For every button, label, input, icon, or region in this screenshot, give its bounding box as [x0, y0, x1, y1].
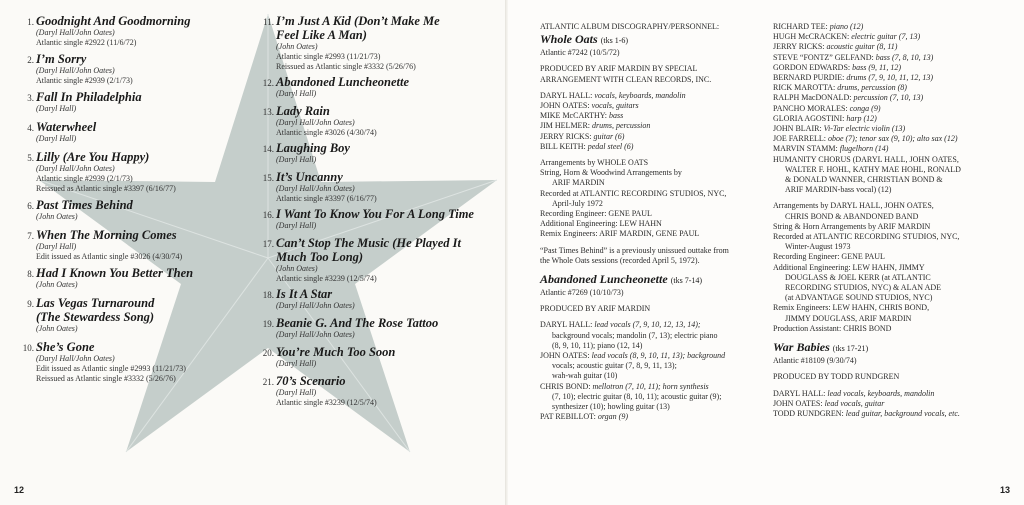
- text-line: DOUGLASS & JOEL KERR (at ATLANTIC: [785, 272, 931, 282]
- text-line: Recorded at ATLANTIC RECORDING STUDIOS, NYC,: [773, 232, 960, 242]
- track-note: Atlantic single #2939 (2/1/73): [36, 76, 133, 85]
- track-entry: [258, 316, 503, 340]
- track-writers: (John Oates): [36, 324, 78, 333]
- track-number: 4.: [27, 123, 34, 133]
- text-line: ARIF MARDIN-bass vocal) (12): [785, 185, 892, 195]
- track-writers: (John Oates): [276, 264, 318, 273]
- credit-name: HUGH McCRACKEN:: [773, 32, 850, 42]
- track-title: Fall In Philadelphia: [36, 90, 142, 104]
- track-entry: [18, 296, 256, 334]
- credit-role: vocals, keyboards, mandolin: [594, 90, 686, 100]
- track-writers: (Daryl Hall/John Oates): [276, 301, 355, 310]
- track-entry: [18, 90, 256, 114]
- credit-line: [773, 83, 1018, 93]
- album-tracks: (tks 1-6): [600, 36, 629, 46]
- credit-role: acoustic guitar (8, 11): [826, 42, 898, 52]
- track-entry: [258, 287, 503, 311]
- credit-name: TODD RUNDGREN:: [773, 408, 844, 418]
- track-writers: (Daryl Hall): [36, 104, 77, 113]
- text-line: background vocals; mandolin (7, 13); electric piano: [552, 330, 718, 340]
- track-title: It’s Uncanny: [276, 170, 343, 184]
- credit-name: RICK MAROTTA:: [773, 83, 836, 93]
- track-entry: [258, 170, 503, 204]
- track-entry: [258, 236, 503, 284]
- track-number: 13.: [262, 107, 274, 117]
- credit-role: harp (12): [846, 113, 877, 123]
- track-number: 11.: [263, 17, 274, 27]
- text-line: vocals; acoustic guitar (7, 8, 9, 11, 13);: [552, 361, 677, 371]
- track-note: Edit issued as Atlantic single #3026 (4/30/74): [36, 252, 183, 261]
- track-title: Is It A Star: [276, 287, 333, 301]
- track-title: Past Times Behind: [36, 198, 133, 212]
- track-title: When The Morning Comes: [36, 228, 177, 242]
- discography-column-right: [773, 22, 1018, 419]
- text-line: Additional Engineering: LEW HAHN, JIMMY: [773, 262, 925, 272]
- track-note: Atlantic single #2922 (11/6/72): [36, 38, 137, 47]
- text-line: Production Assistant: CHRIS BOND: [773, 323, 892, 333]
- credit-role: piano (12): [829, 22, 864, 31]
- credit-name: JOHN OATES:: [540, 101, 590, 111]
- text-line: RECORDING STUDIOS, NYC) & ALAN ADE: [785, 283, 942, 293]
- text-line: Arrangements by WHOLE OATS: [540, 158, 649, 168]
- credit-line: [773, 63, 1018, 73]
- text-line: Recorded at ATLANTIC RECORDING STUDIOS, NYC,: [540, 188, 727, 198]
- text-line: April-July 1972: [552, 198, 603, 208]
- text-line: Recording Engineer: GENE PAUL: [540, 209, 652, 219]
- track-writers: (Daryl Hall): [276, 155, 317, 164]
- track-number: 14.: [262, 144, 274, 154]
- credit-line: [773, 124, 1018, 134]
- text-line: Additional Engineering: LEW HAHN: [540, 219, 662, 229]
- credit-name: DARYL HALL:: [773, 388, 826, 398]
- track-note: Atlantic single #3026 (4/30/74): [276, 128, 377, 137]
- credit-role: lead vocals (8, 9, 10, 11, 13); background: [591, 351, 726, 361]
- track-writers: (Daryl Hall/John Oates): [36, 164, 115, 173]
- track-entry: [18, 14, 256, 48]
- credit-name: DARYL HALL:: [540, 320, 593, 330]
- track-number: 1.: [27, 17, 34, 27]
- credit-role: electric guitar (7, 13): [851, 32, 921, 42]
- track-entry: [18, 120, 256, 144]
- credit-role: guitar (6): [593, 131, 625, 141]
- right-page: [508, 0, 1024, 505]
- track-title: Lady Rain: [276, 104, 330, 118]
- track-note: Reissued as Atlantic single #3397 (6/16/77): [36, 184, 176, 193]
- track-title: Abandoned Luncheonette: [276, 75, 409, 89]
- track-title: She’s Gone: [36, 340, 95, 354]
- text-line: Winter-August 1973: [785, 242, 851, 252]
- credit-line: [540, 101, 772, 111]
- track-note: Reissued as Atlantic single #3332 (5/26/76): [276, 62, 416, 71]
- text-line: JIMMY DOUGLASS, ARIF MARDIN: [785, 313, 912, 323]
- credit-line: [773, 42, 1018, 52]
- page-number-left: 12: [14, 485, 25, 495]
- credit-line: [773, 114, 1018, 124]
- track-writers: (Daryl Hall): [276, 388, 317, 397]
- text-line: wah-wah guitar (10): [552, 371, 618, 381]
- text-line: PRODUCED BY ARIF MARDIN: [540, 304, 651, 314]
- track-writers: (Daryl Hall/John Oates): [276, 118, 355, 127]
- credit-name: JOHN BLAIR:: [773, 124, 822, 134]
- track-title: I Want To Know You For A Long Time: [276, 207, 474, 221]
- track-entry: [258, 14, 503, 72]
- credit-line: [773, 389, 1018, 399]
- credit-role: drums, percussion (8): [837, 83, 907, 93]
- track-number: 16.: [262, 210, 274, 220]
- track-title: Had I Known You Better Then: [36, 266, 194, 280]
- track-number: 20.: [262, 348, 274, 358]
- track-note: Edit issued as Atlantic single #2993 (11/21/73): [36, 364, 186, 373]
- text-line: String, Horn & Woodwind Arrangements by: [540, 168, 682, 178]
- track-writers: (Daryl Hall): [36, 242, 77, 251]
- track-title: I’m Just A Kid (Don’t Make Me: [276, 14, 440, 28]
- track-entry: [258, 75, 503, 99]
- track-writers: (Daryl Hall): [276, 221, 317, 230]
- text-line: Atlantic #7269 (10/10/73): [540, 288, 624, 298]
- credit-role: bass (9, 11, 12): [852, 62, 902, 72]
- track-number: 2.: [27, 55, 34, 65]
- credit-role: conga (9): [849, 103, 881, 113]
- track-title: Lilly (Are You Happy): [36, 150, 150, 164]
- credit-role: drums, percussion: [592, 121, 651, 131]
- credit-name: JOHN OATES:: [540, 351, 590, 361]
- text-line: Arrangements by DARYL HALL, JOHN OATES,: [773, 201, 934, 211]
- credit-role: pedal steel (6): [587, 141, 634, 151]
- track-note: Atlantic single #3239 (12/5/74): [276, 398, 377, 407]
- credit-line: [540, 412, 772, 422]
- credit-name: GORDON EDWARDS:: [773, 62, 851, 72]
- left-page: [0, 0, 508, 505]
- track-note: Reissued as Atlantic single #3332 (5/26/76): [36, 374, 176, 383]
- track-writers: (Daryl Hall): [276, 359, 317, 368]
- text-line: ATLANTIC ALBUM DISCOGRAPHY/PERSONNEL:: [540, 22, 720, 31]
- track-title: Feel Like A Man): [276, 28, 367, 42]
- track-number: 5.: [27, 153, 34, 163]
- credit-role: bass (7, 8, 10, 13): [875, 52, 934, 62]
- track-title: Laughing Boy: [276, 141, 350, 155]
- credit-role: oboe (7); tenor sax (9, 10); alto sax (12): [827, 134, 958, 144]
- text-line: synthesizer (10); howling guitar (13): [552, 402, 670, 412]
- credit-line: [540, 382, 772, 392]
- credit-name: BILL KEITH:: [540, 141, 586, 151]
- text-line: the Whole Oats sessions (recorded April 5, 1972).: [540, 255, 700, 265]
- album-tracks: (tks 7-14): [670, 276, 703, 286]
- track-writers: (Daryl Hall/John Oates): [276, 184, 355, 193]
- track-number: 12.: [262, 78, 274, 88]
- credit-line: [540, 132, 772, 142]
- track-number: 19.: [262, 319, 274, 329]
- album-heading: [540, 272, 772, 288]
- track-number: 21.: [262, 377, 274, 387]
- text-line: (at ADVANTAGE SOUND STUDIOS, NYC): [785, 293, 933, 303]
- track-title: I’m Sorry: [36, 52, 87, 66]
- text-line: CHRIS BOND & ABANDONED BAND: [785, 211, 919, 221]
- credit-name: MARVIN STAMM:: [773, 144, 838, 154]
- track-title: Goodnight And Goodmorning: [36, 14, 191, 28]
- credit-line: [773, 134, 1018, 144]
- credit-line: [540, 121, 772, 131]
- track-number: 9.: [27, 299, 34, 309]
- credit-role: lead vocals, guitar: [824, 398, 885, 408]
- credit-line: [540, 91, 772, 101]
- credit-line: [773, 399, 1018, 409]
- credit-name: PANCHO MORALES:: [773, 103, 848, 113]
- track-writers: (Daryl Hall/John Oates): [276, 330, 355, 339]
- text-line: Remix Engineers: ARIF MARDIN, GENE PAUL: [540, 229, 700, 239]
- credit-line: [773, 409, 1018, 419]
- track-title: 70’s Scenario: [276, 374, 346, 388]
- credit-role: vocals, guitars: [591, 101, 639, 111]
- track-title: Can’t Stop The Music (He Played It: [276, 236, 461, 250]
- credit-role: drums (7, 9, 10, 11, 12, 13): [846, 73, 934, 83]
- text-line: ARRANGEMENT WITH CLEAN RECORDS, INC.: [540, 74, 712, 84]
- text-line: String & Horn Arrangements by ARIF MARDIN: [773, 221, 931, 231]
- track-title: Beanie G. And The Rose Tattoo: [276, 316, 439, 330]
- track-column-left: [18, 14, 256, 388]
- discography-column-left: [540, 22, 772, 423]
- track-entry: [18, 198, 256, 222]
- track-title: (The Stewardess Song): [36, 310, 155, 324]
- credit-name: BERNARD PURDIE:: [773, 73, 845, 83]
- text-line: PRODUCED BY ARIF MARDIN BY SPECIAL: [540, 64, 698, 74]
- credit-line: [540, 111, 772, 121]
- text-line: Remix Engineers: LEW HAHN, CHRIS BOND,: [773, 303, 930, 313]
- album-title: War Babies: [773, 340, 830, 355]
- track-note: Atlantic single #3397 (6/16/77): [276, 194, 377, 203]
- credit-name: JIM HELMER:: [540, 121, 590, 131]
- track-number: 17.: [262, 239, 274, 249]
- track-writers: (Daryl Hall/John Oates): [36, 28, 115, 37]
- track-number: 3.: [27, 93, 34, 103]
- credit-line: [773, 22, 1018, 32]
- text-line: Atlantic #7242 (10/5/72): [540, 48, 620, 58]
- credit-name: RICHARD TEE:: [773, 22, 828, 31]
- text-line: ARIF MARDIN: [552, 178, 605, 188]
- text-line: “Past Times Behind” is a previously unissued outtake from: [540, 245, 729, 255]
- credit-name: CHRIS BOND:: [540, 381, 591, 391]
- credit-role: flugelhorn (14): [839, 144, 889, 154]
- credit-line: [773, 104, 1018, 114]
- credit-role: mellotron (7, 10, 11); horn synthesis: [592, 381, 709, 391]
- credit-name: JOE FARRELL:: [773, 134, 826, 144]
- track-number: 6.: [27, 201, 34, 211]
- credit-line: [773, 32, 1018, 42]
- track-writers: (Daryl Hall/John Oates): [36, 354, 115, 363]
- track-writers: (John Oates): [36, 280, 78, 289]
- credit-line: [773, 93, 1018, 103]
- track-number: 7.: [27, 231, 34, 241]
- track-number: 18.: [262, 290, 274, 300]
- credit-line: [773, 53, 1018, 63]
- credit-name: MIKE McCARTHY:: [540, 111, 608, 121]
- track-note: Atlantic single #2993 (11/21/73): [276, 52, 381, 61]
- credit-name: STEVE “FONTZ” GELFAND:: [773, 52, 874, 62]
- track-entry: [18, 150, 256, 194]
- album-heading: [540, 32, 772, 48]
- track-title: Waterwheel: [36, 120, 97, 134]
- text-line: (8, 9, 10, 11); piano (12, 14): [552, 340, 643, 350]
- text-line: (7, 10); electric guitar (8, 10, 11); acoustic guitar (9);: [552, 391, 722, 401]
- track-entry: [258, 345, 503, 369]
- track-entry: [258, 141, 503, 165]
- text-line: HUMANITY CHORUS (DARYL HALL, JOHN OATES,: [773, 154, 959, 164]
- track-entry: [258, 207, 503, 231]
- text-line: Atlantic #18109 (9/30/74): [773, 356, 857, 366]
- credit-role: lead vocals (7, 9, 10, 12, 13, 14);: [594, 320, 701, 330]
- credit-line: [540, 142, 772, 152]
- track-number: 8.: [27, 269, 34, 279]
- track-writers: (John Oates): [36, 212, 78, 221]
- credit-name: JERRY RICKS:: [773, 42, 825, 52]
- credit-name: JOHN OATES:: [773, 398, 823, 408]
- track-entry: [258, 104, 503, 138]
- album-title: Whole Oats: [540, 32, 598, 47]
- album-tracks: (tks 17-21): [832, 344, 869, 354]
- track-writers: (Daryl Hall): [276, 89, 317, 98]
- text-line: WALTER F. HOHL, KATHY MAE HOHL, RONALD: [785, 164, 961, 174]
- credit-name: RALPH MacDONALD:: [773, 93, 852, 103]
- credit-role: percussion (7, 10, 13): [853, 93, 924, 103]
- credit-name: JERRY RICKS:: [540, 131, 592, 141]
- credit-role: organ (9): [597, 412, 628, 422]
- credit-name: DARYL HALL:: [540, 90, 593, 100]
- credit-line: [773, 73, 1018, 83]
- track-title: Las Vegas Turnaround: [36, 296, 155, 310]
- track-entry: [18, 266, 256, 290]
- credit-role: lead vocals, keyboards, mandolin: [827, 388, 935, 398]
- track-entry: [18, 340, 256, 384]
- track-number: 15.: [262, 173, 274, 183]
- track-title: You’re Much Too Soon: [276, 345, 396, 359]
- track-note: Atlantic single #3239 (12/5/74): [276, 274, 377, 283]
- credit-line: [540, 320, 772, 330]
- credit-role: bass: [609, 111, 624, 121]
- page-number-right: 13: [999, 485, 1010, 495]
- credit-line: [773, 144, 1018, 154]
- album-title: Abandoned Luncheonette: [540, 272, 668, 287]
- text-line: & DONALD WANNER, CHRISTIAN BOND &: [785, 175, 943, 185]
- track-writers: (Daryl Hall): [36, 134, 77, 143]
- text-line: PRODUCED BY TODD RUNDGREN: [773, 372, 900, 382]
- credit-role: Vi-Tar electric violin (13): [823, 124, 906, 134]
- track-writers: (Daryl Hall/John Oates): [36, 66, 115, 75]
- credit-line: [540, 351, 772, 361]
- credit-name: GLORIA AGOSTINI:: [773, 113, 845, 123]
- album-heading: [773, 340, 1018, 356]
- track-column-right: [258, 14, 503, 411]
- credit-name: PAT REBILLOT:: [540, 412, 596, 422]
- track-writers: (John Oates): [276, 42, 318, 51]
- track-title: Much Too Long): [276, 250, 364, 264]
- track-note: Atlantic single #2939 (2/1/73): [36, 174, 133, 183]
- text-line: Recording Engineer: GENE PAUL: [773, 252, 885, 262]
- track-entry: [18, 228, 256, 262]
- track-entry: [258, 374, 503, 408]
- track-entry: [18, 52, 256, 86]
- credit-role: lead guitar, background vocals, etc.: [845, 408, 960, 418]
- track-number: 10.: [22, 343, 34, 353]
